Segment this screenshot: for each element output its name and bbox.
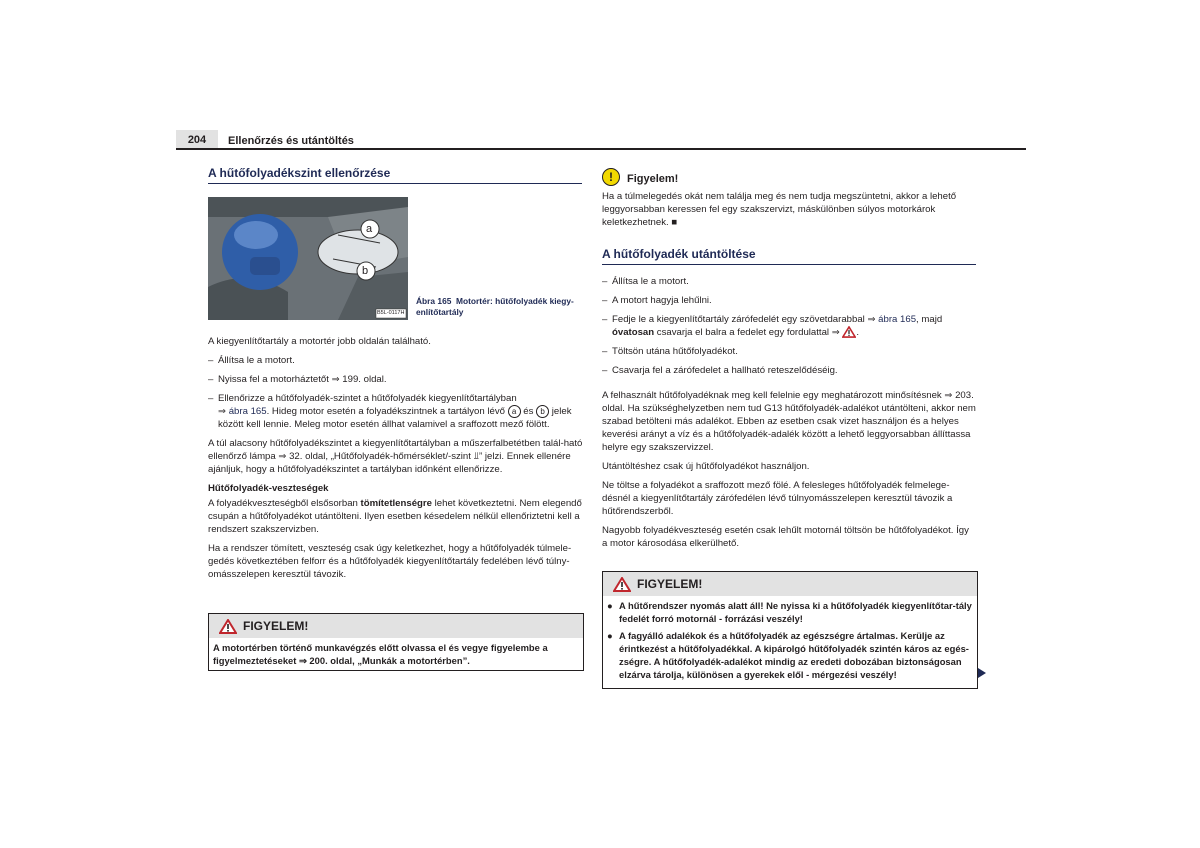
figure-label-a: a [366,223,373,235]
step-text: Állítsa le a motort. [218,355,295,366]
left-column [208,165,582,184]
text: A folyadékveszteségből elsősorban [208,498,361,510]
figure-code: B5L-0117H [377,310,405,316]
section-title-refill: A hűtőfolyadék utántöltése [602,246,976,265]
step-text: . Hideg motor esetén a folyadékszintnek a tartályon lévő [266,406,508,418]
step-text: A motort hagyja lehűlni. [612,295,712,306]
figure-link[interactable]: ábra 165 [226,406,267,418]
step-text: Nyissa fel a motorháztetőt [218,374,332,385]
step-text: Fedje le a kiegyenlítőtartály zárófedelét egy szövetdarabbal [612,314,868,325]
list-item [208,392,584,431]
loss-paragraph [208,497,584,536]
list-item [607,629,973,681]
warning-header [603,572,977,596]
warning-title: FIGYELEM! [243,619,309,633]
arrow-ref-icon: ⇒ [331,374,340,385]
list-item [208,354,584,367]
step-text: Csavarja fel a zárófedelet a hallható reteszelődéséig. [612,365,838,376]
step-text: Töltsön utána hűtőfolyadékot. [612,346,738,357]
marker-a-icon: a [508,405,521,418]
warning-item-text: A hűtőrendszer nyomás alatt áll! Ne nyissa ki a hűtőfolyadék kiegyenlítőtar-tály fedelét forró motornál - forrázási veszély! [619,600,972,624]
warning-item-text: A fagyálló adalékok és a hűtőfolyadék az egészségre ártalmas. Kerülje az érintkezést a hűtőfolyadékkal. A kipárolgó hűtőfolyadék szintén káros az egés-zségre. A hűtőfolyadék-adalékot mindig az eredeti dobozában biztonságosan elzárva tárolja, különösen a gyerekek elől - mérgezési veszély! [619,630,969,680]
figure-caption-label: Ábra 165 [416,296,452,306]
left-body [208,335,584,587]
list-item [602,345,976,358]
warning-box-right [602,571,978,689]
end-mark-icon: ■ [671,217,678,228]
figure-label-b: b [362,265,369,277]
warning-header [209,614,583,638]
page-reference[interactable]: 199. oldal. [339,374,387,385]
list-item [607,599,973,625]
caution-title: Figyelem! [627,173,679,185]
refill-steps [602,275,976,377]
warning-triangle-icon [219,619,237,634]
step-text: jelek között kell lennie. Meleg motor esetén állhat valamivel a sraffozott mező fölött. [218,406,572,431]
warning-title: FIGYELEM! [637,577,703,591]
figure-caption [416,296,586,318]
bold-text: óvatosan [612,327,655,338]
warning-box-left [208,613,584,671]
arrow-ref-icon: ⇒ [218,406,227,418]
large-loss-paragraph: Nagyobb folyadékveszteség esetén csak lehűlt motornál töltsön be hűtőfolyadékot. Így a motor károsodása elkerülhető. [602,525,969,549]
continue-arrow-icon[interactable] [978,668,986,678]
engine-figure [208,197,408,320]
page-number: 204 [176,130,218,150]
caution-icon: ! [602,168,620,186]
list-item [602,364,976,377]
intro-paragraph: A kiegyenlítőtartály a motortér jobb oldalán található. [208,336,431,347]
section-title-level-check: A hűtőfolyadékszint ellenőrzése [208,165,582,184]
running-header-title: Ellenőrzés és utántöltés [228,135,354,147]
marker-b-icon: b [536,405,549,418]
warning-triangle-icon[interactable] [842,326,856,338]
check-steps [208,354,584,431]
low-level-paragraph: A túl alacsony hűtőfolyadékszintet a kiegyenlítőtartályban a műszerfalbetétben talál-ható ellenőrző lámpa ⇒ 32. oldal, „Hűtőfolyadék-hőmérséklet/-szint ⫫” jelzi. Ennek ellenére ajánljuk, hogy a hűtőfolyadékszintet a tartályban időnként ellenőrizze. [208,438,583,476]
step-text: és [520,406,537,418]
arrow-ref-icon: ⇒ [867,314,876,325]
warning-triangle-icon [613,577,631,592]
step-text: csavarja el balra a fedelet egy fordulattal ⇒ [654,327,843,338]
list-item [208,373,584,386]
step-text: , majd [916,314,943,325]
bullet-icon: ● [607,600,613,611]
text: lehet következtetni. Nem elegendő csupán a hűtőfolyadékot utántölteni. Ilyen esetben késedelem nélkül ellenőriztetni kell a rendszert szakszervizben. [208,498,582,536]
list-item: – Fedje le a kiegyenlítőtartály zárófedelét egy szövetdarabbal ⇒ ábra 165, majd óvatosan csavarja el balra a fedelet egy fordulattal ⇒ . [602,313,976,339]
bullet-icon: ● [607,630,613,641]
list-item [602,275,976,288]
step-text: Állítsa le a motort. [612,276,689,287]
caution-text: Ha a túlmelegedés okát nem találja meg és nem tudja megszüntetni, akkor a lehető leggyorsabban keressen fel egy szakszervizt, máskülönben súlyos motorkárok keletkezhetnek. [602,191,957,228]
right-body [602,246,976,556]
step-text: Ellenőrizze a hűtőfolyadék-szintet a hűtőfolyadék kiegyenlítőtartályban [218,393,517,404]
spec-paragraph: A felhasznált hűtőfolyadéknak meg kell felelnie egy meghatározott minősítésnek ⇒ 203. oldal. Ha szükséghelyzetben nem tud G13 hűtőfolyadék-adalékot utántölteni, akkor nem szabad betölteni más adalékot. Ebben az esetben csak vizet használjon és a helyes keverési arányt a víz és a hűtőfolyadék-adalék között a lehető leggyorsabban állíttassa helyre egy szakszervizzel. [602,390,976,453]
subheading-coolant-loss: Hűtőfolyadék-veszteségek [208,483,329,495]
warning-items [603,596,977,688]
warning-text: A motortérben történő munkavégzés előtt olvassa el és vegye figyelembe a figyelmeztetéseket ⇒ 200. oldal, „Munkák a motortérben”. [213,642,548,666]
header-rule [176,148,1026,150]
new-coolant-paragraph: Utántöltéshez csak új hűtőfolyadékot használjon. [602,461,810,472]
engine-compartment-illustration [208,197,408,320]
sealed-system-paragraph: Ha a rendszer tömített, veszteség csak úgy keletkezhet, hogy a hűtőfolyadék túlmele-gedés következtében felforr és a hűtőfolyadék kiegyenlítőtartály fedelében lévő túlny-omásszelepen keresztül távozik. [208,543,572,581]
bold-text: tömítetlenségre [360,498,432,510]
overfill-paragraph: Ne töltse a folyadékot a sraffozott mező fölé. A felesleges hűtőfolyadék felmelege-désnél a kiegyenlítőtartály zárófedélen lévő túlnyomásszelepen keresztül távozik a hűtőrendszerből. [602,480,953,517]
figure-caption-text: Motortér: hűtőfolyadék kiegy-enlítőtartály [416,296,574,317]
figure-link[interactable]: ábra 165 [875,314,917,325]
caution-paragraph [602,190,976,229]
right-body-top [602,190,976,235]
list-item [602,294,976,307]
